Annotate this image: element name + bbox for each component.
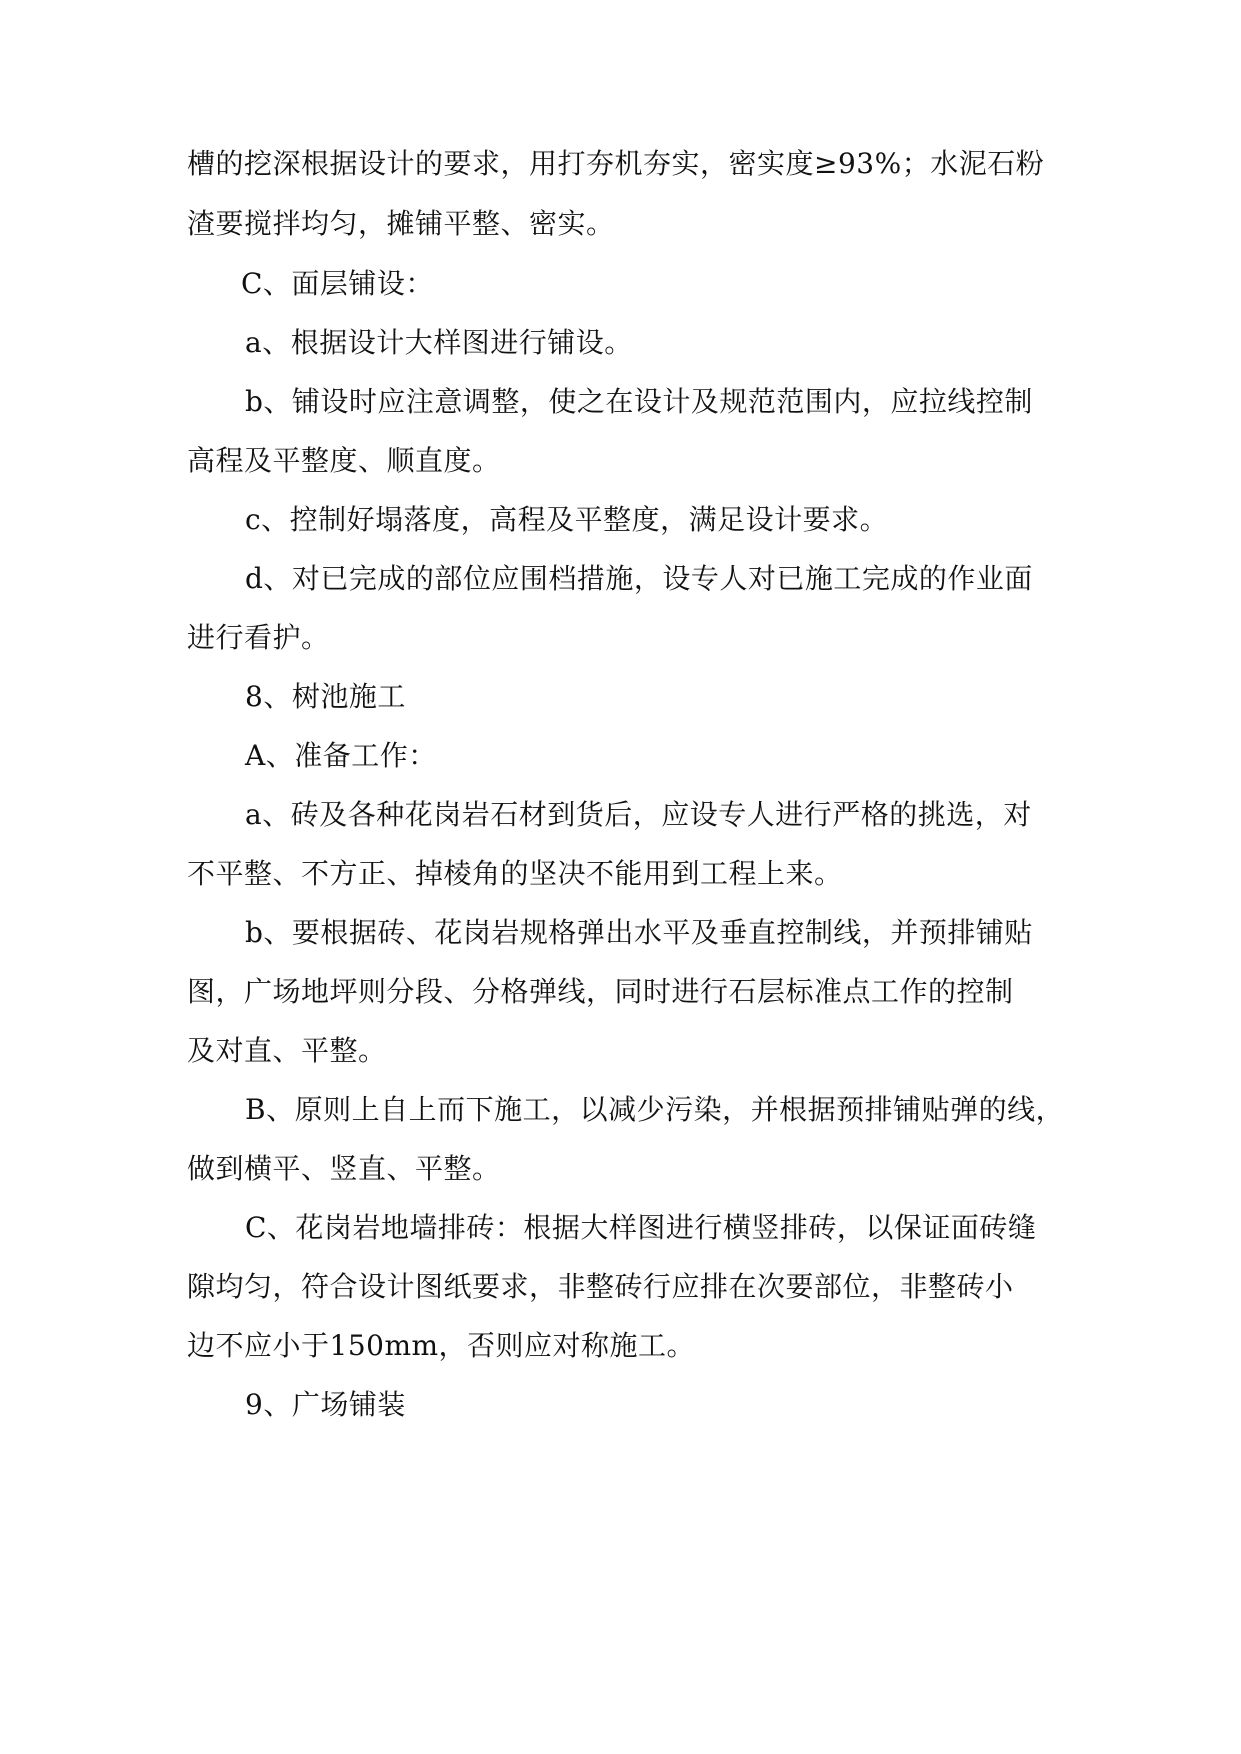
text-line: 进行看护。 <box>187 621 330 654</box>
text-line: 高程及平整度、顺直度。 <box>187 444 501 477</box>
section-heading: 8、树池施工 <box>245 680 406 713</box>
text-line: a、砖及各种花岗岩石材到货后，应设专人进行严格的挑选，对 <box>245 798 1032 831</box>
text-line: 边不应小于150mm，否则应对称施工。 <box>187 1329 696 1362</box>
text-line: b、要根据砖、花岗岩规格弹出水平及垂直控制线，并预排铺贴 <box>245 916 1033 949</box>
text-line: B、原则上自上而下施工，以减少污染，并根据预排铺贴弹的线， <box>245 1093 1065 1126</box>
text-line: C、面层铺设： <box>241 267 434 300</box>
text-line: 隙均匀，符合设计图纸要求，非整砖行应排在次要部位，非整砖小 <box>187 1270 1014 1303</box>
text-line: 槽的挖深根据设计的要求，用打夯机夯实，密实度≥93%；水泥石粉 <box>187 147 1045 180</box>
section-heading: 9、广场铺装 <box>245 1388 406 1421</box>
text-line: d、对已完成的部位应围档措施，设专人对已施工完成的作业面 <box>245 562 1033 595</box>
text-line: 图，广场地坪则分段、分格弹线，同时进行石层标准点工作的控制 <box>187 975 1014 1008</box>
text-line: 渣要搅拌均匀，摊铺平整、密实。 <box>187 207 615 240</box>
subsection-heading: A、准备工作： <box>245 739 437 772</box>
text-line: c、控制好塌落度，高程及平整度，满足设计要求。 <box>245 503 889 536</box>
text-line: b、铺设时应注意调整，使之在设计及规范范围内，应拉线控制 <box>245 385 1033 418</box>
text-line: C、花岗岩地墙排砖：根据大样图进行横竖排砖，以保证面砖缝 <box>245 1211 1037 1244</box>
text-line: 及对直、平整。 <box>187 1034 387 1067</box>
text-line: a、根据设计大样图进行铺设。 <box>245 326 633 359</box>
text-line: 做到横平、竖直、平整。 <box>187 1152 501 1185</box>
text-line: 不平整、不方正、掉棱角的坚决不能用到工程上来。 <box>187 857 843 890</box>
